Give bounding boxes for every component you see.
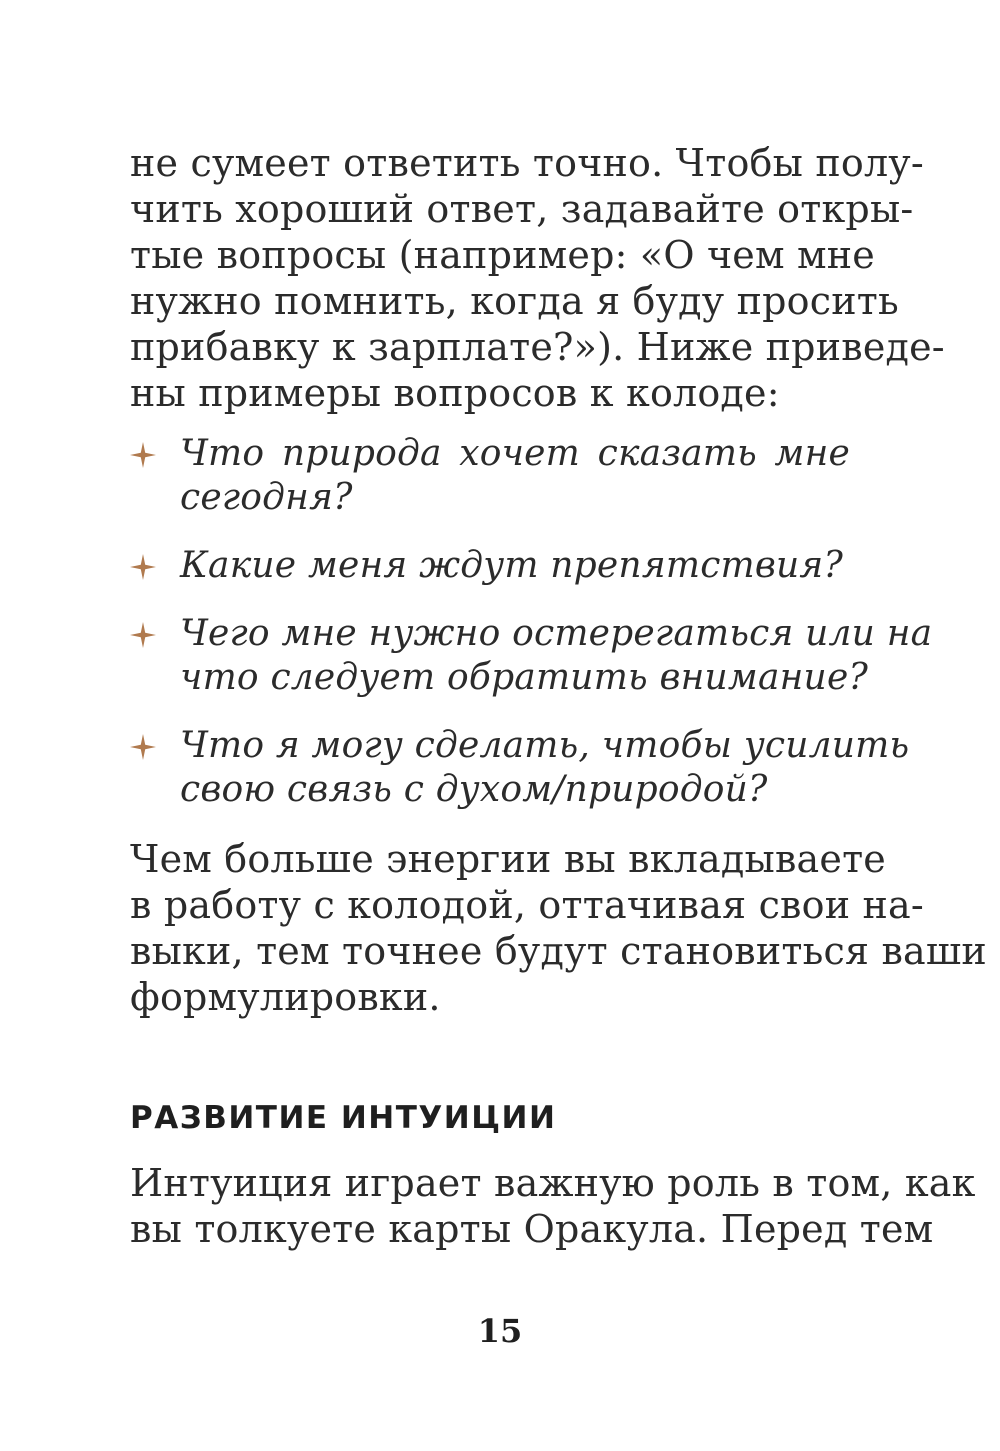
list-item-line: Что я могу сделать, чтобы усилить [180, 725, 910, 766]
question-list [130, 432, 933, 812]
list-item [130, 612, 933, 700]
four-point-star-icon [130, 734, 156, 760]
list-item-line: сегодня? [180, 477, 353, 518]
section-heading: РАЗВИТИЕ ИНТУИЦИИ [130, 1100, 557, 1136]
text-line: чить хороший ответ, задавайте откры- [130, 187, 914, 231]
text-line: Чем больше энергии вы вкладываете [130, 837, 886, 881]
list-item-line: Чего мне нужно остерегаться или на [180, 613, 933, 654]
paragraph-top [130, 140, 945, 416]
text-line: нужно помнить, когда я буду просить [130, 279, 899, 323]
text-line: вы толкуете карты Оракула. Перед тем [130, 1207, 934, 1251]
list-item-line: Что природа хочет сказать мне [180, 433, 850, 474]
list-item [130, 432, 850, 520]
text-line: ны примеры вопросов к колоде: [130, 371, 780, 415]
paragraph-bottom [130, 836, 987, 1020]
paragraph-intuition [130, 1160, 976, 1252]
list-item [130, 724, 910, 812]
list-item [130, 544, 850, 588]
text-line: Интуиция играет важную роль в том, как [130, 1161, 976, 1205]
four-point-star-icon [130, 622, 156, 648]
text-line: выки, тем точнее будут становиться ваши [130, 929, 987, 973]
text-line: не сумеет ответить точно. Чтобы полу- [130, 141, 924, 185]
page-content [130, 140, 987, 1252]
list-item-line: свою связь с духом/природой? [180, 769, 768, 810]
text-line: формулировки. [130, 975, 441, 1019]
text-line: прибавку к зарплате?»). Ниже приведе- [130, 325, 945, 369]
list-item-line: что следует обратить внимание? [180, 657, 868, 698]
four-point-star-icon [130, 442, 156, 468]
four-point-star-icon [130, 554, 156, 580]
text-line: тые вопросы (например: «О чем мне [130, 233, 875, 277]
list-item-line: Какие меня ждут препятствия? [180, 545, 843, 586]
text-line: в работу с колодой, оттачивая свои на- [130, 883, 924, 927]
page-number: 15 [477, 1312, 523, 1350]
